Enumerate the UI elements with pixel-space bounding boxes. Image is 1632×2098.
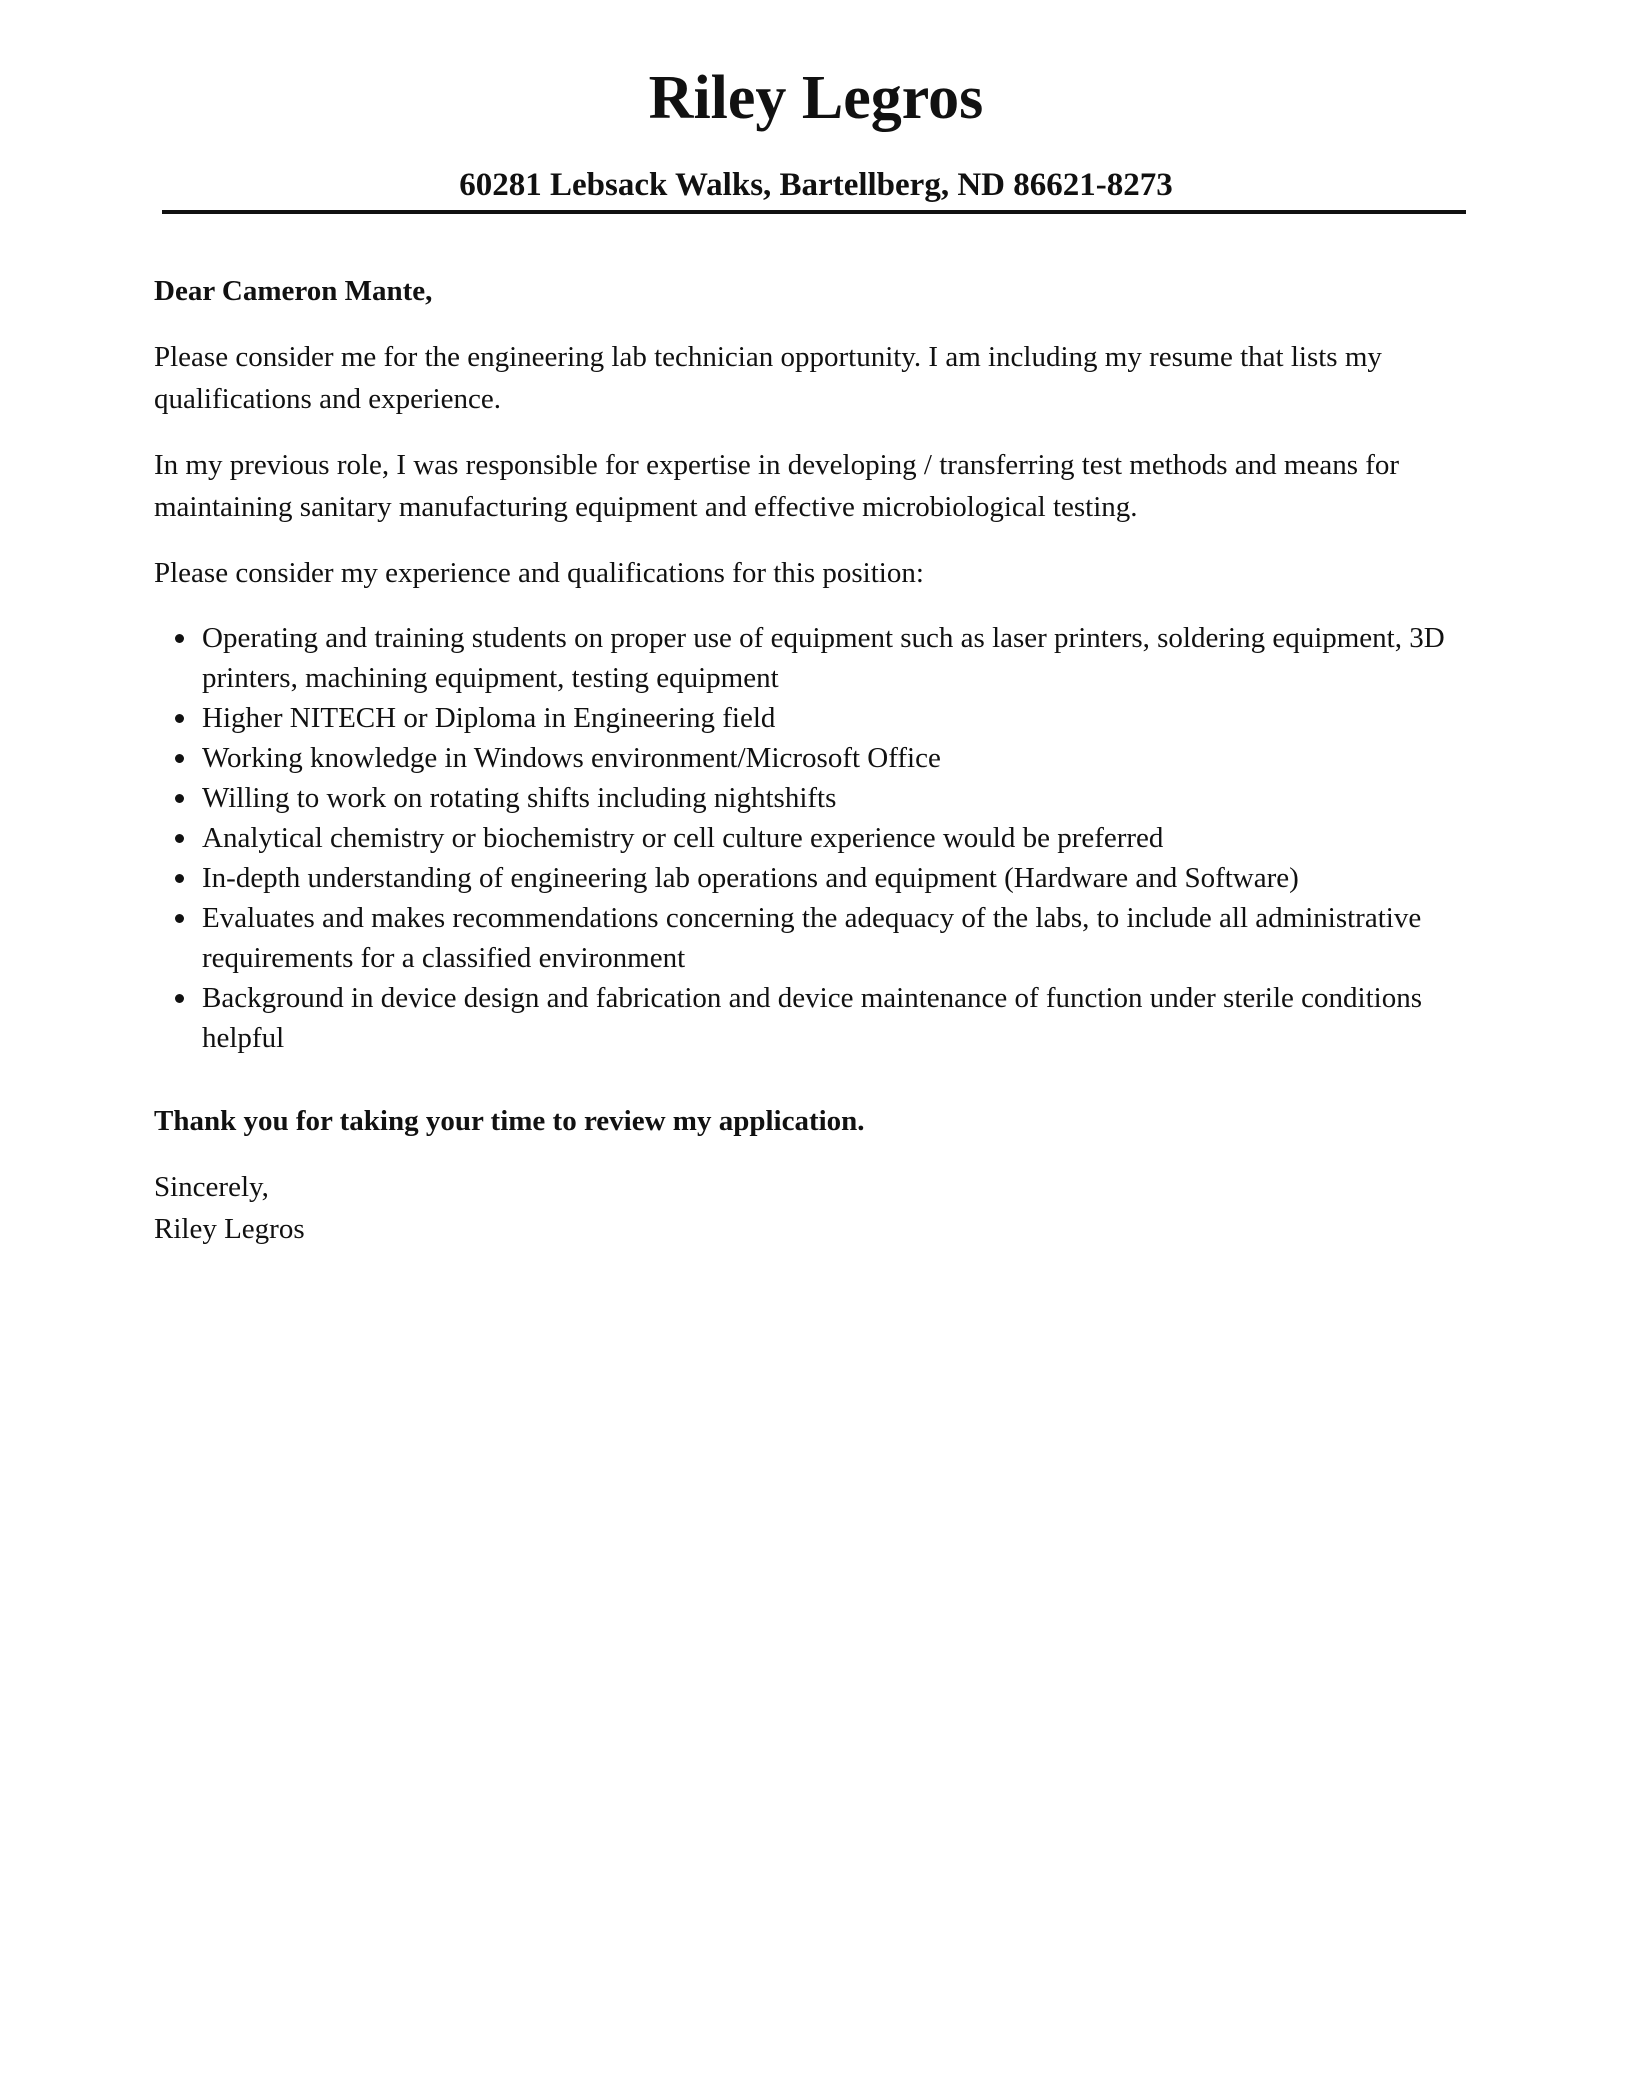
list-item-text: In-depth understanding of engineering lab operations and equipment (Hardware and Software) bbox=[202, 862, 1299, 894]
bullet-icon bbox=[175, 794, 184, 803]
intro-paragraph: Please consider me for the engineering lab technician opportunity. I am including my resume that lists my qualifications and experience. bbox=[154, 341, 1382, 415]
list-item-text: Higher NITECH or Diploma in Engineering field bbox=[202, 702, 776, 734]
list-item-text: Evaluates and makes recommendations concerning the adequacy of the labs, to include all administrative requirements for a classified environment bbox=[202, 902, 1422, 974]
list-item bbox=[202, 618, 1454, 698]
salutation: Dear Cameron Mante, bbox=[154, 275, 433, 307]
list-item bbox=[202, 818, 1454, 858]
applicant-name: Riley Legros bbox=[648, 64, 984, 132]
list-item bbox=[202, 898, 1454, 978]
list-item-text: Background in device design and fabrication and device maintenance of function under sterile conditions helpful bbox=[202, 982, 1422, 1054]
bullet-icon bbox=[175, 634, 184, 643]
qualifications-intro: Please consider my experience and qualifications for this position: bbox=[154, 557, 924, 589]
letter-body bbox=[154, 270, 1454, 1250]
list-item-text: Analytical chemistry or biochemistry or cell culture experience would be preferred bbox=[202, 822, 1164, 854]
list-item bbox=[202, 778, 1454, 818]
bullet-icon bbox=[175, 754, 184, 763]
closing-statement: Thank you for taking your time to review my application. bbox=[154, 1105, 865, 1137]
signature-name: Riley Legros bbox=[154, 1213, 305, 1245]
list-item-text: Operating and training students on proper use of equipment such as laser printers, soldering equipment, 3D printers, machining equipment, testing equipment bbox=[202, 622, 1445, 694]
list-item-text: Willing to work on rotating shifts including nightshifts bbox=[202, 782, 837, 814]
bullet-icon bbox=[175, 714, 184, 723]
bullet-icon bbox=[175, 914, 184, 923]
signoff: Sincerely, bbox=[154, 1171, 269, 1203]
bullet-icon bbox=[175, 874, 184, 883]
qualifications-list bbox=[154, 618, 1454, 1058]
list-item bbox=[202, 858, 1454, 898]
header-divider bbox=[162, 210, 1466, 214]
applicant-address: 60281 Lebsack Walks, Bartellberg, ND 86621-8273 bbox=[459, 167, 1173, 203]
bullet-icon bbox=[175, 994, 184, 1003]
list-item bbox=[202, 698, 1454, 738]
list-item bbox=[202, 738, 1454, 778]
list-item-text: Working knowledge in Windows environment/Microsoft Office bbox=[202, 742, 941, 774]
previous-role-paragraph: In my previous role, I was responsible for expertise in developing / transferring test methods and means for maintaining sanitary manufacturing equipment and effective microbiological testing. bbox=[154, 449, 1400, 523]
bullet-icon bbox=[175, 834, 184, 843]
list-item bbox=[202, 978, 1454, 1058]
